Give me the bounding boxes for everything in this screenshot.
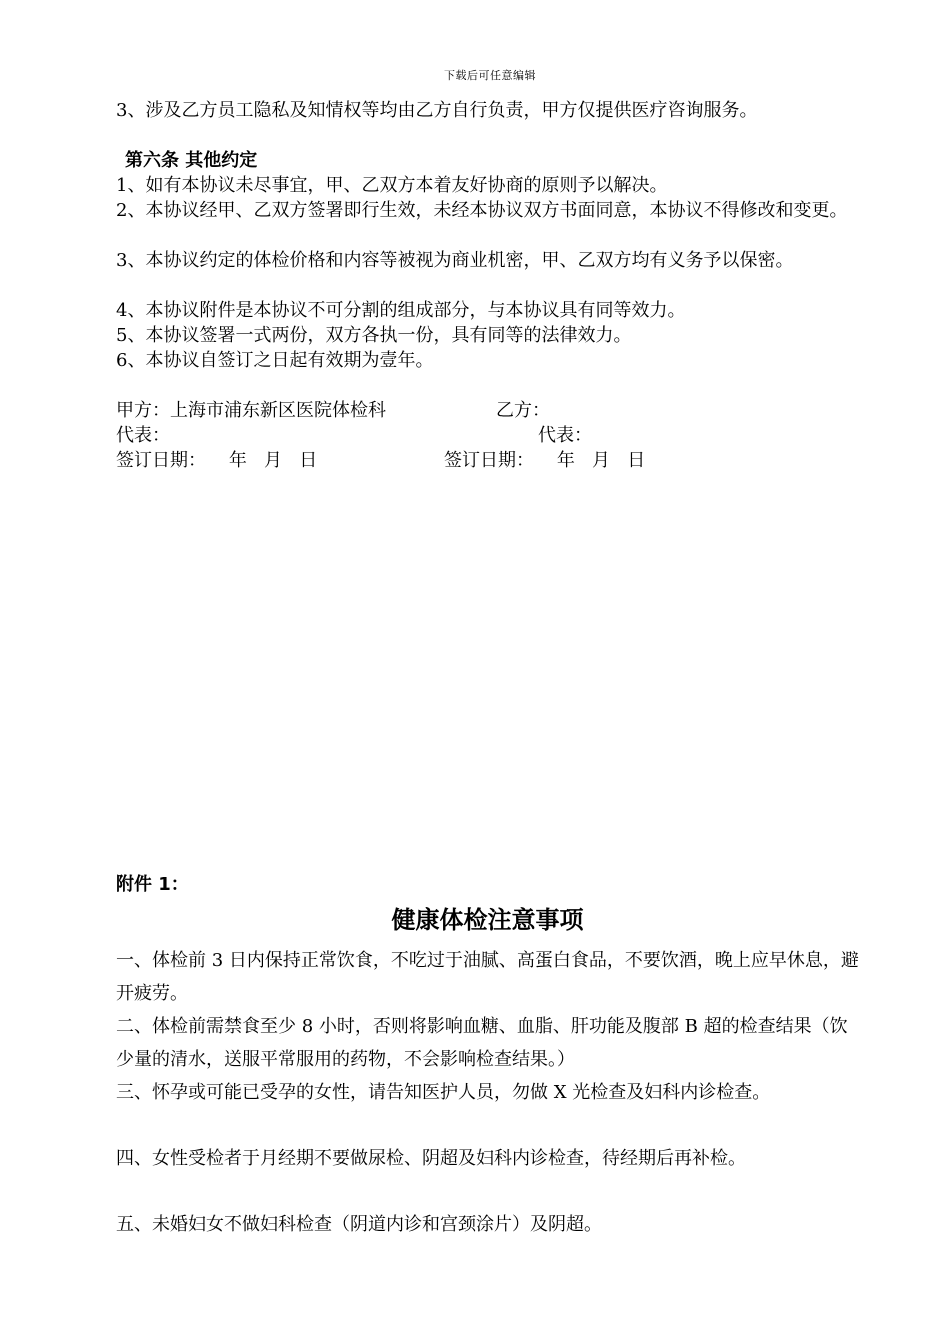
clause-item: 6、本协议自签订之日起有效期为壹年。 bbox=[116, 350, 434, 371]
clause-item: 4、本协议附件是本协议不可分割的组成部分，与本协议具有同等效力。 bbox=[116, 300, 686, 321]
annex-title: 健康体检注意事项 bbox=[391, 906, 584, 934]
party-a-representative: 代表： bbox=[116, 425, 170, 446]
clause-item: 5、本协议签署一式两份，双方各执一份，具有同等的法律效力。 bbox=[116, 325, 632, 346]
clause-item: 3、涉及乙方员工隐私及知情权等均由乙方自行负责，甲方仅提供医疗咨询服务。 bbox=[116, 100, 758, 121]
section-heading: 第六条 其他约定 bbox=[125, 150, 258, 171]
clause-item: 3、本协议约定的体检价格和内容等被视为商业机密，甲、乙双方均有义务予以保密。 bbox=[116, 250, 794, 271]
notice-item: 三、怀孕或可能已受孕的女性，请告知医护人员，勿做 X 光检查及妇科内诊检查。 bbox=[116, 1082, 771, 1103]
notice-item: 一、体检前 3 日内保持正常饮食，不吃过于油腻、高蛋白食品，不要饮酒，晚上应早休息，避开疲劳。 bbox=[116, 950, 859, 1004]
party-b-name: 乙方： bbox=[496, 400, 550, 421]
party-a-sign-date: 签订日期： 年 月 日 bbox=[116, 450, 318, 471]
clause-item: 1、如有本协议未尽事宜，甲、乙双方本着友好协商的原则予以解决。 bbox=[116, 175, 668, 196]
annex-label: 附件 1： bbox=[116, 874, 189, 895]
party-b-representative: 代表： bbox=[538, 425, 592, 446]
notice-item: 五、未婚妇女不做妇科检查（阴道内诊和宫颈涂片）及阴超。 bbox=[116, 1214, 602, 1235]
clause-item: 2、本协议经甲、乙双方签署即行生效，未经本协议双方书面同意，本协议不得修改和变更。 bbox=[116, 200, 848, 221]
header-note: 下载后可任意编辑 bbox=[444, 69, 536, 82]
party-a-name: 甲方：上海市浦东新区医院体检科 bbox=[116, 400, 386, 421]
notice-item: 二、体检前需禁食至少 8 小时，否则将影响血糖、血脂、肝功能及腹部 B 超的检查结果（饮少量的清水，送服平常服用的药物，不会影响检查结果。） bbox=[116, 1016, 848, 1070]
notice-item: 四、女性受检者于月经期不要做尿检、阴超及妇科内诊检查，待经期后再补检。 bbox=[116, 1148, 746, 1169]
party-b-sign-date: 签订日期： 年 月 日 bbox=[444, 450, 646, 471]
